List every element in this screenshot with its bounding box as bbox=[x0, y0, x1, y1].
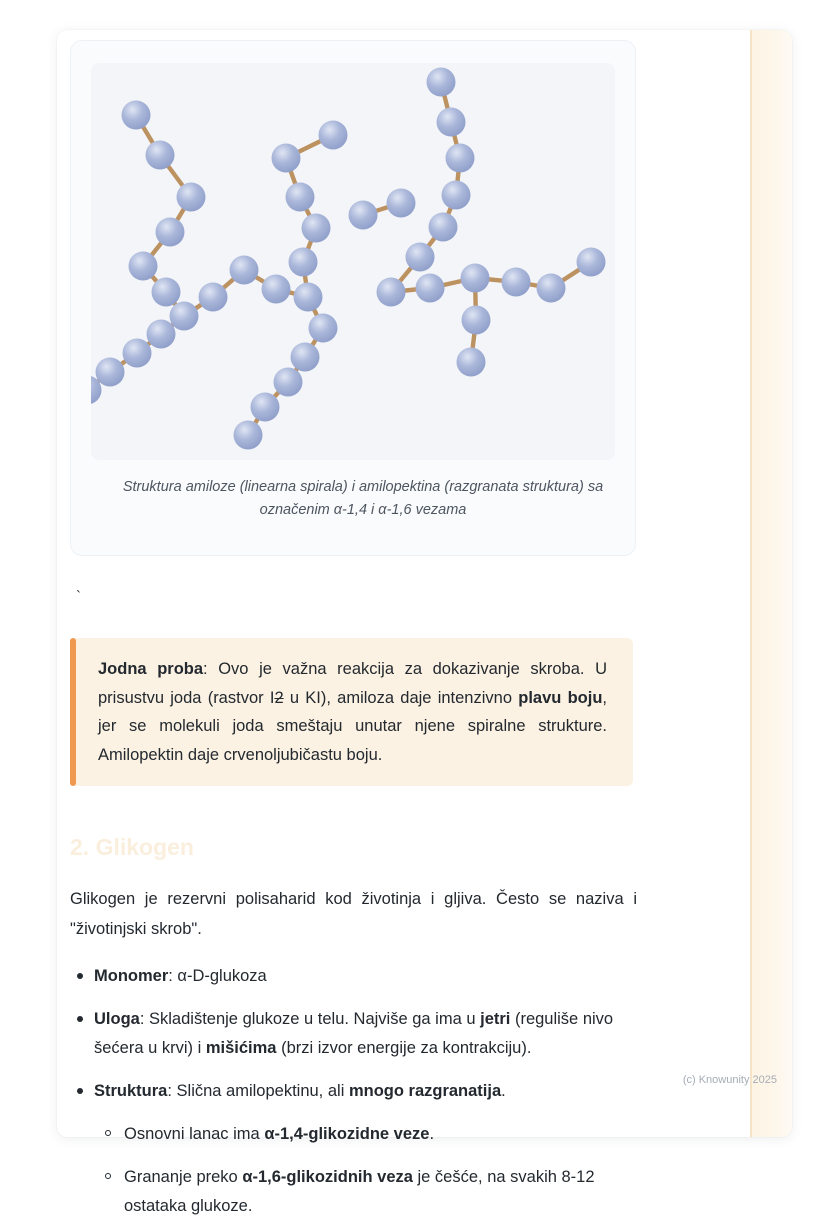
callout-box bbox=[70, 638, 633, 786]
list-item bbox=[70, 1005, 637, 1063]
list-item-text: Monomer: α-D-glukoza bbox=[94, 967, 267, 985]
callout-accent-bar bbox=[70, 638, 76, 786]
list-item bbox=[70, 962, 637, 991]
sub-list-item-text: Osnovni lanac ima α-1,4-glikozidne veze. bbox=[124, 1125, 435, 1143]
bullet-dot-icon bbox=[77, 973, 83, 979]
stray-backtick: ` bbox=[76, 588, 81, 605]
list-item-text: Uloga: Skladištenje glukoze u telu. Najviše ga ima u jetri (reguliše nivo šećera u krvi) i mišićima (brzi izvor energije za kontrakciju). bbox=[94, 1010, 614, 1057]
molecule-diagram bbox=[91, 63, 615, 460]
document-page bbox=[57, 30, 792, 1215]
intro-paragraph: Glikogen je rezervni polisaharid kod životinja i gljiva. Često se naziva i "životinjski skrob". bbox=[70, 890, 637, 938]
callout-text: Jodna proba: Ovo je važna reakcija za dokazivanje skroba. U prisustvu joda (rastvor I2 u KI), amiloza daje intenzivno plavu boju, jer se molekuli joda smeštaju unutar njene spiralne strukture. Amilopektin daje crvenoljubičastu boju. bbox=[98, 660, 607, 764]
bullet-list bbox=[70, 962, 637, 1221]
figure-card bbox=[70, 40, 636, 556]
sub-list-item-text: Grananje preko α-1,6-glikozidnih veza je češće, na svakih 8-12 ostataka glukoze. bbox=[124, 1168, 595, 1215]
document-content bbox=[70, 30, 637, 1221]
bullet-circle-icon bbox=[105, 1173, 111, 1179]
page-edge-decoration bbox=[750, 30, 792, 1137]
copyright-watermark: (c) Knowunity 2025 bbox=[682, 1074, 777, 1086]
sub-list-item bbox=[100, 1120, 637, 1149]
bullet-dot-icon bbox=[77, 1016, 83, 1022]
sub-list-item bbox=[100, 1163, 637, 1221]
bullet-circle-icon bbox=[105, 1130, 111, 1136]
list-item-text: Struktura: Slična amilopektinu, ali mnogo razgranatija. bbox=[94, 1082, 506, 1100]
bullet-dot-icon bbox=[77, 1088, 83, 1094]
molecule-diagram-svg bbox=[91, 63, 615, 460]
section-heading: 2. Glikogen bbox=[70, 834, 194, 860]
list-item bbox=[70, 1077, 637, 1221]
figure-caption: Struktura amiloze (linearna spirala) i amilopektina (razgranata struktura) sa označenim α-1,4 i α-1,6 vezama bbox=[122, 479, 604, 518]
